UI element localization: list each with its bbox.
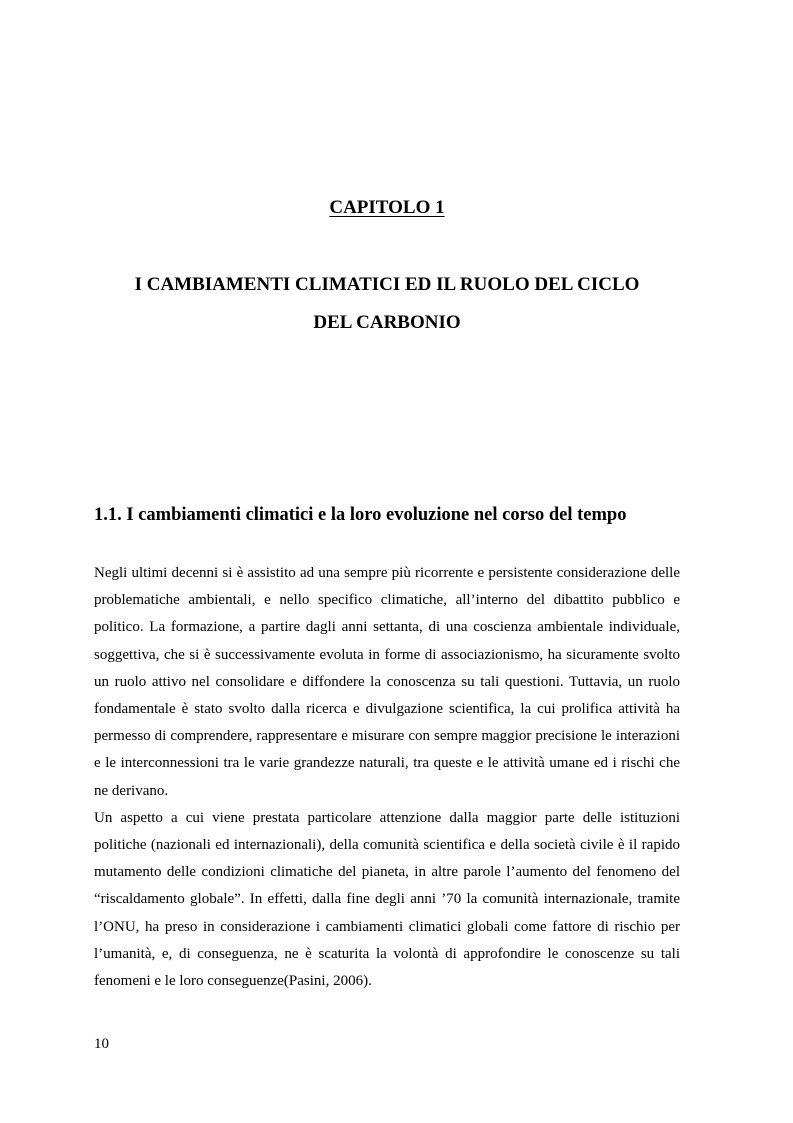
chapter-title-line-1: I CAMBIAMENTI CLIMATICI ED IL RUOLO DEL CICLO bbox=[134, 274, 640, 295]
section-heading: 1.1. I cambiamenti climatici e la loro evoluzione nel corso del tempo bbox=[94, 505, 627, 525]
chapter-label: CAPITOLO 1 bbox=[329, 197, 445, 218]
chapter-title-line-2: DEL CARBONIO bbox=[313, 312, 461, 333]
paragraph-1: Negli ultimi decenni si è assistito ad una sempre più ricorrente e persistente considerazione delle problematiche ambientali, e nello specifico climatiche, all’interno del dibattito pubblico e politico. La formazione, a partire dagli anni settanta, di una coscienza ambientale individuale, soggettiva, che si è successivamente evoluta in forme di associazionismo, ha sicuramente svolto un ruolo attivo nel consolidare e diffondere la conoscenza su tali questioni. Tuttavia, un ruolo fondamentale è stato svolto dalla ricerca e divulgazione scientifica, la cui prolifica attività ha permesso di comprendere, rappresentare e misurare con sempre maggior precisione le interazioni e le interconnessioni tra le varie grandezze naturali, tra queste e le attività umane ed i rischi che ne derivano. bbox=[94, 565, 680, 799]
chapter-title bbox=[60, 266, 714, 342]
page-number: 10 bbox=[94, 1036, 109, 1052]
body-text bbox=[94, 560, 680, 995]
paragraph-2: Un aspetto a cui viene prestata particolare attenzione dalla maggior parte delle istituzioni politiche (nazionali ed internazionali), della comunità scientifica e della società civile è il rapido mutamento delle condizioni climatiche del pianeta, in altre parole l’aumento del fenomeno del “riscaldamento globale”. In effetti, dalla fine degli anni ’70 la comunità internazionale, tramite l’ONU, ha preso in considerazione i cambiamenti climatici globali come fattore di rischio per l’umanità, e, di conseguenza, ne è scaturita la volontà di approfondire le conoscenze su tali fenomeni e le loro conseguenze(Pasini, 2006). bbox=[94, 809, 680, 990]
